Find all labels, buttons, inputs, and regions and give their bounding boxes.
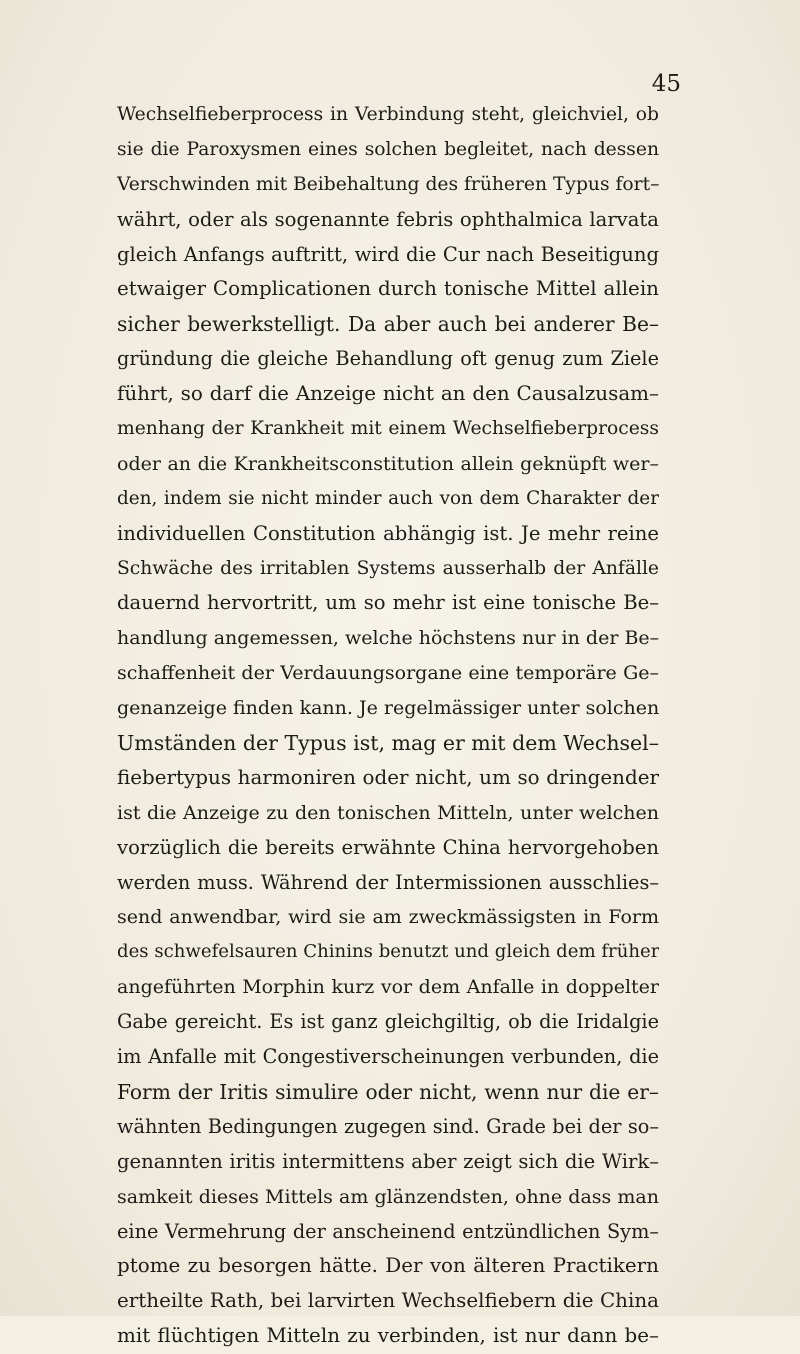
text-line: werden muss. Während der Intermissionen ausschlies– bbox=[117, 870, 659, 894]
text-line: Umständen der Typus ist, mag er mit dem Wechsel– bbox=[117, 731, 659, 756]
text-line: schaffenheit der Verdauungsorgane eine temporäre Ge– bbox=[117, 662, 659, 685]
text-line: den, indem sie nicht minder auch von dem Charakter der bbox=[117, 487, 659, 509]
text-line: des schwefelsauren Chinins benutzt und gleich dem früher bbox=[117, 941, 659, 963]
text-line: genannten iritis intermittens aber zeigt sich die Wirk– bbox=[117, 1149, 659, 1173]
text-line: gründung die gleiche Behandlung oft genug zum Ziele bbox=[117, 347, 659, 371]
text-line: Form der Iritis simulire oder nicht, wenn nur die er– bbox=[117, 1079, 659, 1104]
page-number: 45 bbox=[651, 71, 681, 97]
text-line: oder an die Krankheitsconstitution allein geknüpft wer– bbox=[117, 452, 659, 475]
text-line: menhang der Krankheit mit einem Wechselfieberprocess bbox=[117, 418, 659, 440]
text-line: sicher bewerkstelligt. Da aber auch bei anderer Be– bbox=[117, 312, 659, 337]
text-line: individuellen Constitution abhängig ist. Je mehr reine bbox=[117, 521, 659, 545]
text-line: gleich Anfangs auftritt, wird die Cur nach Beseitigung bbox=[117, 242, 659, 266]
text-line: angeführten Morphin kurz vor dem Anfalle in doppelter bbox=[117, 976, 659, 999]
text-line: wähnten Bedingungen zugegen sind. Grade bei der so– bbox=[117, 1114, 659, 1138]
text-line: samkeit dieses Mittels am glänzendsten, ohne dass man bbox=[117, 1185, 659, 1208]
text-line: im Anfalle mit Congestiverscheinungen verbunden, die bbox=[117, 1045, 659, 1069]
text-line: mit flüchtigen Mitteln zu verbinden, ist nur dann be– bbox=[117, 1324, 659, 1348]
text-line: genanzeige finden kann. Je regelmässiger unter solchen bbox=[117, 697, 659, 720]
text-line: Verschwinden mit Beibehaltung des früheren Typus fort– bbox=[117, 173, 659, 195]
text-line: währt, oder als sogenannte febris ophthalmica larvata bbox=[117, 207, 659, 231]
text-line: vorzüglich die bereits erwähnte China hervorgehoben bbox=[117, 835, 659, 859]
text-line: ist die Anzeige zu den tonischen Mitteln, unter welchen bbox=[117, 801, 659, 824]
text-line: send anwendbar, wird sie am zweckmässigsten in Form bbox=[117, 906, 659, 929]
text-line: führt, so darf die Anzeige nicht an den Causalzusam– bbox=[117, 382, 659, 406]
text-line: eine Vermehrung der anscheinend entzündlichen Sym– bbox=[117, 1219, 659, 1243]
text-line: Gabe gereicht. Es ist ganz gleichgiltig, ob die Iridalgie bbox=[117, 1010, 659, 1034]
text-line: Wechselfieberprocess in Verbindung steht, gleichviel, ob bbox=[117, 104, 659, 125]
body-text bbox=[117, 98, 659, 1354]
text-line: handlung angemessen, welche höchstens nur in der Be– bbox=[117, 627, 659, 650]
text-line: ptome zu besorgen hätte. Der von älteren Practikern bbox=[117, 1254, 659, 1278]
text-line: sie die Paroxysmen eines solchen begleitet, nach dessen bbox=[117, 138, 659, 160]
text-line: dauernd hervortritt, um so mehr ist eine tonische Be– bbox=[117, 591, 659, 615]
text-line: etwaiger Complicationen durch tonische Mittel allein bbox=[117, 277, 659, 301]
text-line: Schwäche des irritablen Systems ausserhalb der Anfälle bbox=[117, 557, 659, 579]
text-line: ertheilte Rath, bei larvirten Wechselfiebern die China bbox=[117, 1289, 659, 1313]
text-line: fiebertypus harmoniren oder nicht, um so dringender bbox=[117, 765, 659, 789]
